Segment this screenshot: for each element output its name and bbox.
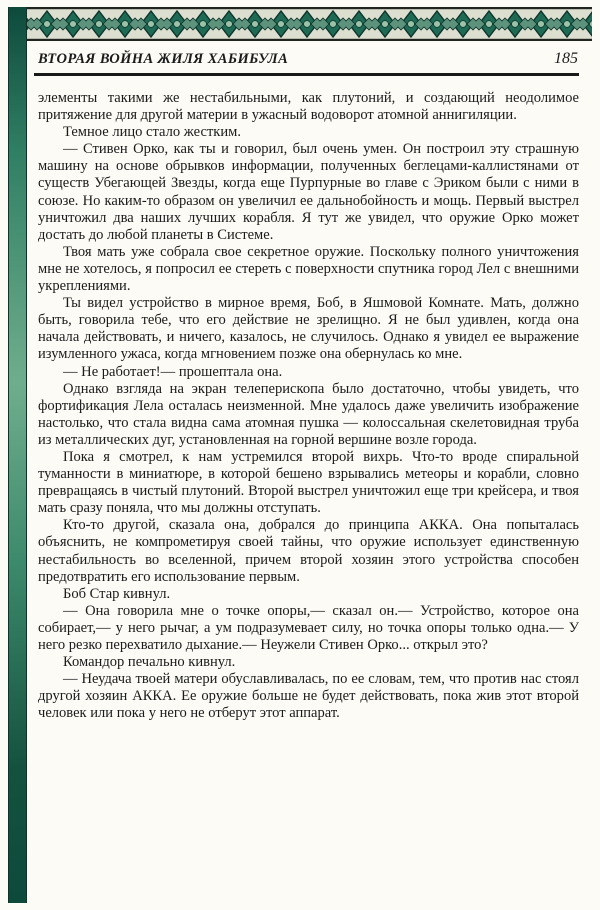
paragraph: Боб Стар кивнул. — [63, 585, 171, 602]
paragraph: Однако взгляда на экран телеперископа было достаточно, чтобы увидеть, что фортификация Лела осталась неизменной. Мне удалось даже увеличить изображение настолько, что стала видна сама атомная пушка — колоссальная скелетовидная труба из металлических дуг, установленная на горной вершине возле города. — [38, 380, 579, 448]
paragraph: Командор печально кивнул. — [63, 654, 236, 671]
paragraph: — Стивен Орко, как ты и говорил, был очень умен. Он построил эту страшную машину на основе обрывков информации, полученных беглецами-каллистянами от существ Убегающей Звезды, когда еще Пурпурные во главе с Эриком были с ними в союзе. Но каким-то образом он увеличил ее дальнобойность и мощь. Первый выстрел уничтожил два наших лучших корабля. Я тут же увидел, что оружие Орко может достать до любой планеты в Системе. — [38, 141, 579, 243]
paragraph: — Неудача твоей матери обуславливалась, по ее словам, тем, что против нас стоял другой хозяин АККА. Ее оружие больше не будет действовать, пока жив этот второй человек или пока у него не отберут этот аппарат. — [38, 671, 579, 722]
ornament-border-top-icon — [8, 7, 592, 41]
body-text — [38, 90, 579, 722]
paragraph: элементы такими же нестабильными, как плутоний, и создающий неодолимое притяжение для другой материи в ужасный водоворот атомной аннигиляции. — [38, 90, 579, 124]
paragraph: Темное лицо стало жестким. — [63, 124, 241, 141]
running-title: ВТОРАЯ ВОЙНА ЖИЛЯ ХАБИБУЛА — [38, 51, 289, 67]
paragraph: Ты видел устройство в мирное время, Боб, в Яшмовой Комнате. Мать, должно быть, говорила тебе, что его действие не зрелищно. Я не был удивлен, когда она начала действовать, и ничего, казалось, не случилось. Однако я увидел ее выражение изумленного ужаса, когда мгновением позже она обернулась ко мне. — [38, 295, 579, 363]
paragraph: — Она говорила мне о точке опоры,— сказал он.— Устройство, которое она собирает,— у него рычаг, а ум подразумевает силу, но точка опоры только одна.— У него резко перехватило дыхание.— Неужели Стивен Орко... открыл это? — [38, 602, 579, 653]
paragraph: Пока я смотрел, к нам устремился второй вихрь. Что-то вроде спиральной туманности в миниатюре, в которой бешено взрывались метеоры и корабли, словно превращаясь в чистый плутоний. Второй выстрел уничтожил еще три крейсера, и твоя мать сразу поняла, что мы должны отступать. — [38, 448, 579, 517]
header-rule — [34, 73, 579, 76]
paragraph: Твоя мать уже собрала свое секретное оружие. Поскольку полного уничтожения мне не хотелось, я попросил ее стереть с поверхности спутника город Лел с внешними укреплениями. — [38, 243, 579, 295]
paragraph: Кто-то другой, сказала она, добрался до принципа АККА. Она попыталась объяснить, не компрометируя своей тайны, что оружие использует единственную нестабильность во вселенной, причем второй хозяин этого устройства способен предотвратить его использование первым. — [38, 517, 579, 585]
paragraph: — Не работает!— прошептала она. — [63, 363, 283, 380]
page-number: 185 — [554, 50, 578, 67]
ornament-border-left-icon — [8, 7, 27, 903]
page-header — [38, 50, 578, 68]
